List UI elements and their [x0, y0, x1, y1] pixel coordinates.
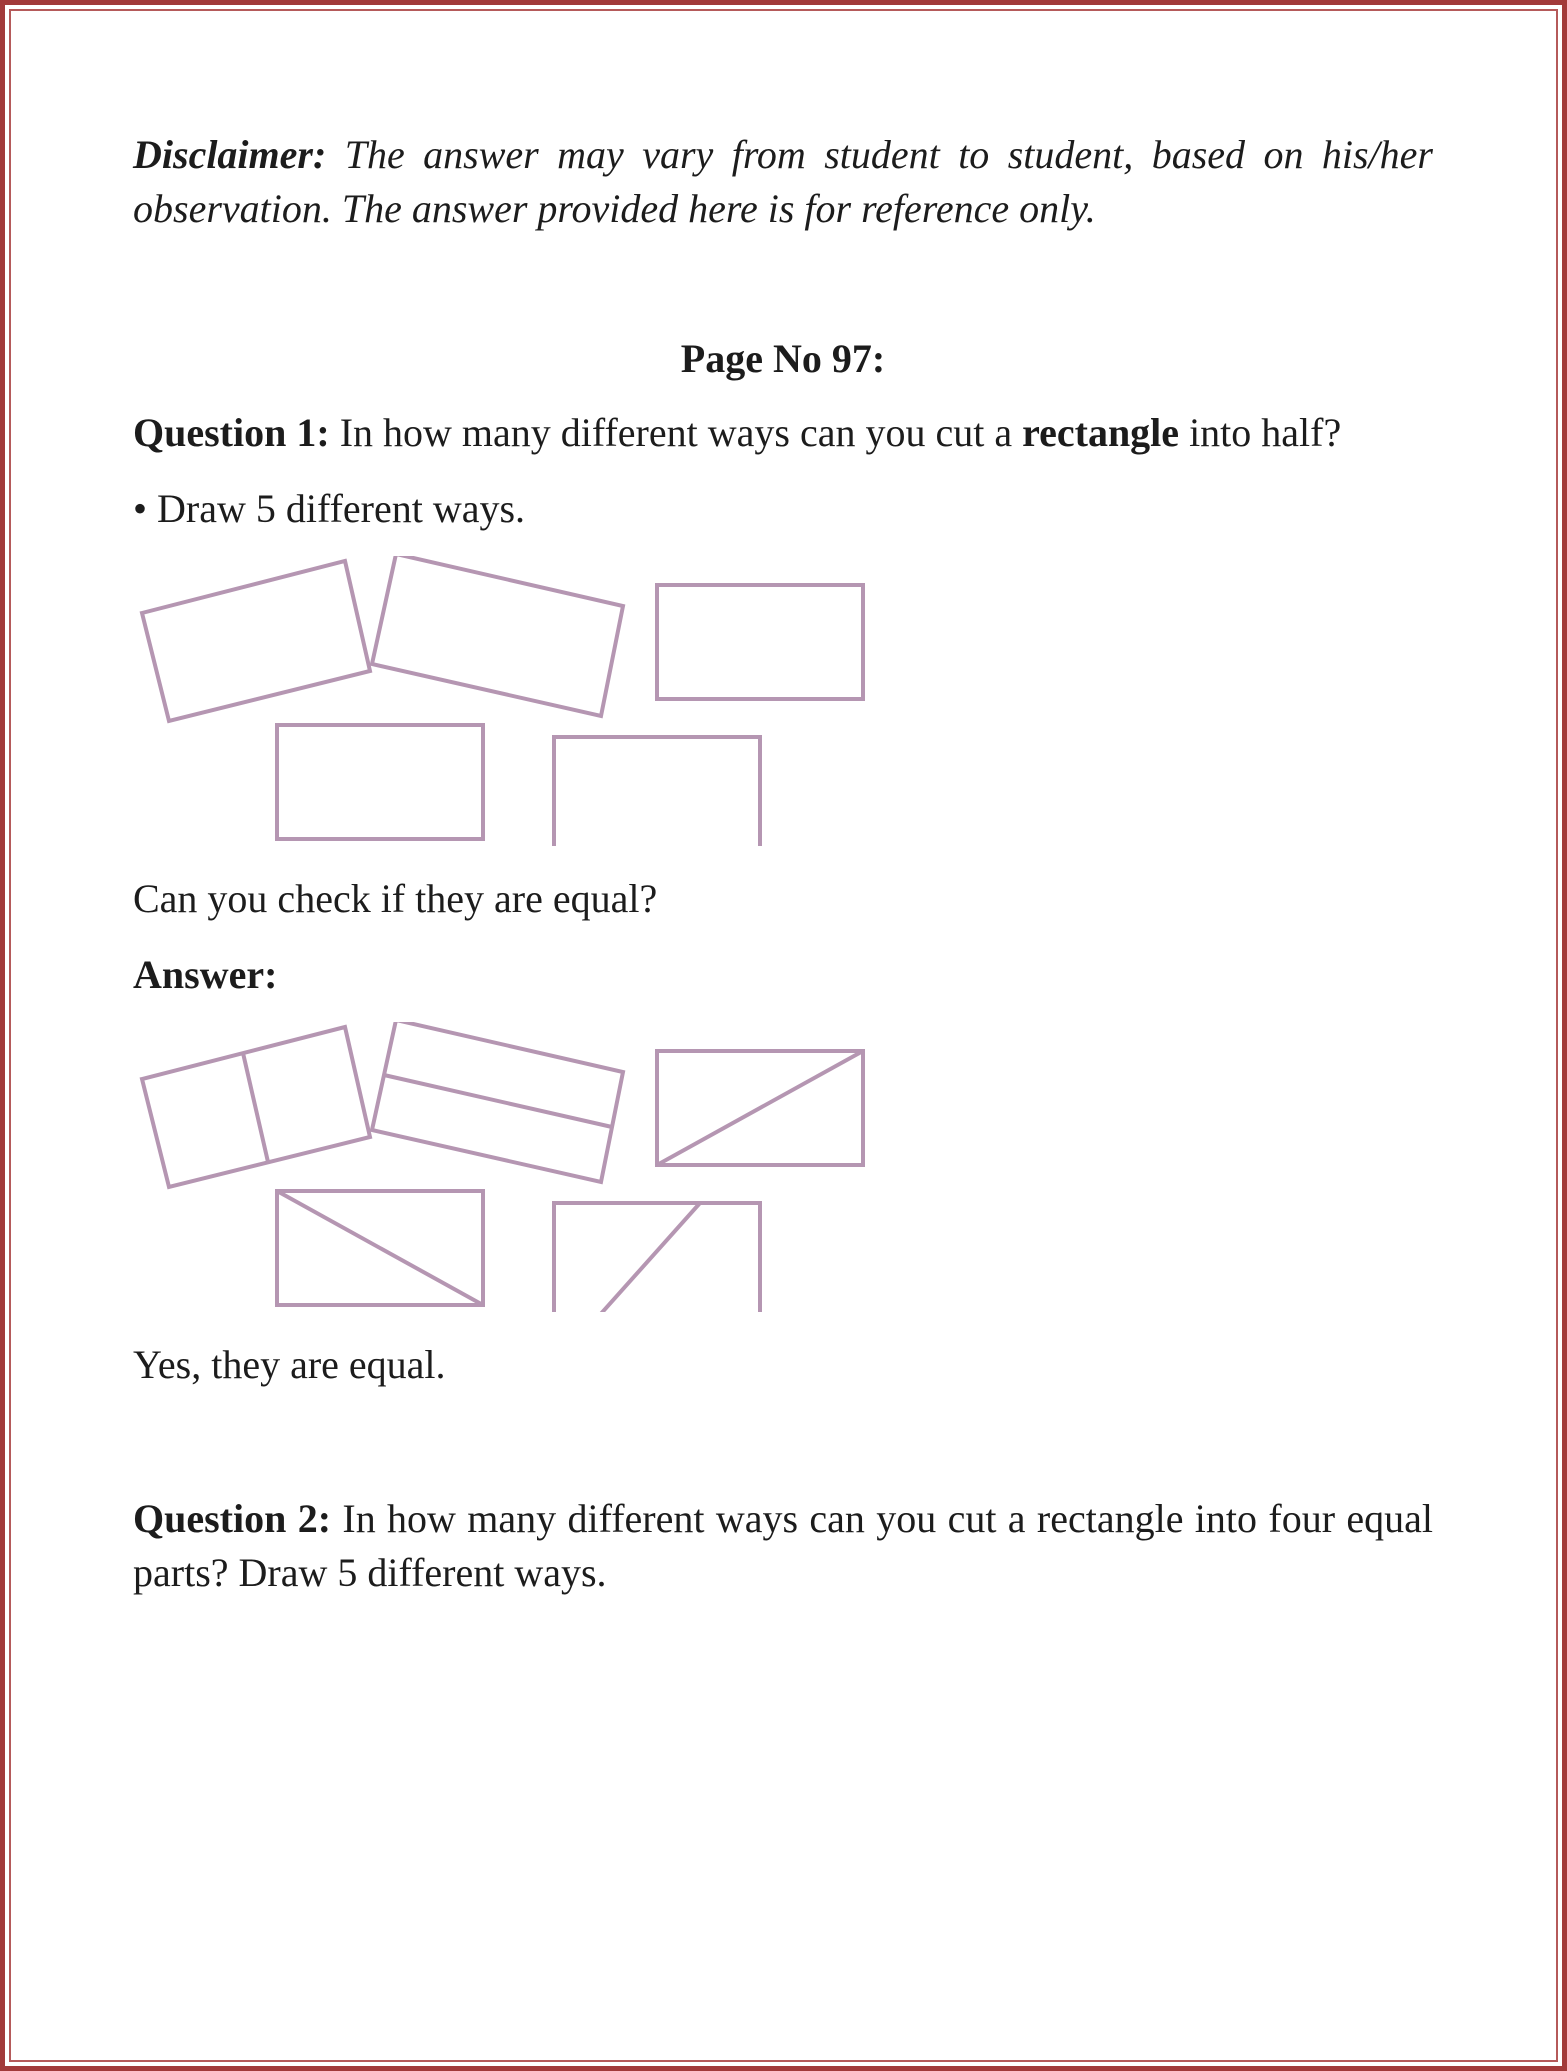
- question-1-emphasis: rectangle: [1022, 410, 1180, 455]
- question-1: [133, 406, 1433, 460]
- question-1-text-after: into half?: [1179, 410, 1342, 455]
- answer-rectangles-figure: [133, 1022, 893, 1312]
- question-2-label: Question 2:: [133, 1496, 332, 1541]
- rectangle-2: [372, 556, 623, 716]
- answer-cut-2: [384, 1075, 612, 1127]
- answer-cut-3: [657, 1051, 863, 1165]
- question-1-instruction: • Draw 5 different ways.: [133, 486, 526, 531]
- rectangle-3: [657, 585, 863, 699]
- answer-cut-4: [277, 1191, 483, 1305]
- disclaimer-text: The answer may vary from student to student, based on his/her observation. The answer provided here is for reference only.: [133, 132, 1433, 231]
- answer-label: Answer:: [133, 952, 278, 997]
- answer-cut-1: [243, 1053, 268, 1162]
- rectangle-5: [554, 737, 760, 846]
- page-heading: Page No 97:: [680, 336, 886, 381]
- question-1-label: Question 1:: [133, 410, 330, 455]
- question-1-text-before: In how many different ways can you cut a: [329, 410, 1023, 455]
- answer-cut-5: [598, 1203, 700, 1312]
- question-2: [133, 1492, 1433, 1600]
- answer-rectangle-5: [554, 1203, 760, 1312]
- rectangle-1: [142, 561, 370, 721]
- document-body: [133, 128, 1433, 1600]
- question-2-text: In how many different ways can you cut a rectangle into four equal parts? Draw 5 different ways.: [133, 1496, 1433, 1595]
- check-prompt: Can you check if they are equal?: [133, 876, 658, 921]
- disclaimer-label: Disclaimer:: [133, 132, 327, 177]
- blank-rectangles-figure: [133, 556, 893, 846]
- answer-text: Yes, they are equal.: [133, 1342, 446, 1387]
- rectangle-4: [277, 725, 483, 839]
- disclaimer: [133, 128, 1433, 236]
